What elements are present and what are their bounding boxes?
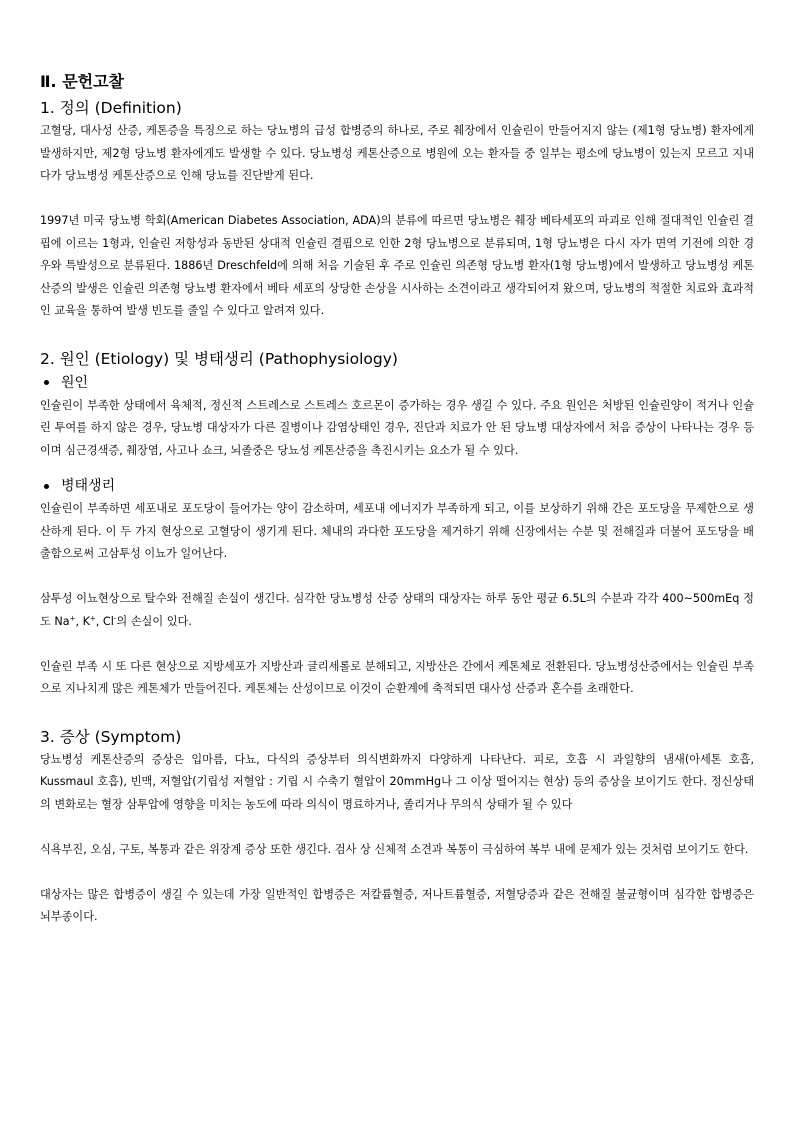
section-title: Ⅱ. 문헌고찰 (40, 72, 125, 91)
symptom-paragraph-3: 대상자는 많은 합병증이 생길 수 있는데 가장 일반적인 합병증은 저칼륨혈증, 저나트륨혈증, 저혈당증과 같은 전해질 불균형이며 심각한 합병증은 뇌부종이다. (40, 887, 754, 923)
document-page (40, 70, 754, 929)
pathophysiology-paragraph-2 (40, 588, 754, 633)
pathophysiology-text-d: 의 손실이 있다. (116, 614, 192, 628)
bullet-dot-icon (44, 484, 49, 489)
pathophysiology-paragraph-1: 인슐린이 부족하면 세포내로 포도당이 들어가는 양이 감소하며, 세포내 에너지가 부족하게 되고, 이를 보상하기 위해 간은 포도당을 무제한으로 생산하게 된다. 이 두 가지 현상으로 고혈당이 생기게 된다. 체내의 과다한 포도당을 제거하기 위해 신장에서는 수분 및 전해질과 더불어 포도당을 배출함으로써 고삼투성 이뇨가 일어난다. (40, 502, 754, 560)
etiology-heading: 2. 원인 (Etiology) 및 병태생리 (Pathophysiology) (40, 349, 398, 368)
sodium-charge: + (69, 613, 76, 622)
symptom-heading: 3. 증상 (Symptom) (40, 727, 182, 746)
chloride-charge: - (113, 613, 117, 622)
cause-paragraph: 인슐린이 부족한 상태에서 육체적, 정신적 스트레스로 스트레스 호르몬이 증가하는 경우 생길 수 있다. 주요 원인은 처방된 인슐린양이 적거나 인슐린 투여를 하지 않은 경우, 당뇨병 대상자가 다른 질병이나 감염상태인 경우, 진단과 치료가 안 된 당뇨병 대상자에서 처음 증상이 나타나는 경우 등이며 심근경색증, 췌장염, 사고나 쇼크, 뇌졸중은 당뇨성 케톤산증을 촉진시키는 요소가 될 수 있다. (40, 398, 754, 457)
symptom-paragraph-2: 식욕부진, 오심, 구토, 복통과 같은 위장계 증상 또한 생긴다. 검사 상 신체적 소견과 복통이 극심하여 복부 내에 문제가 있는 것처럼 보이기도 한다. (40, 842, 749, 856)
cause-label: 원인 (61, 374, 89, 391)
definition-paragraph-2: 1997년 미국 당뇨병 학회(American Diabetes Association, ADA)의 분류에 따르면 당뇨병은 췌장 베타세포의 파괴로 인해 절대적인 인슐린 결핍에 이르는 1형과, 인슐린 저항성과 동반된 상대적 인슐린 결핍으로 인한 2형 당뇨병으로 분류되며, 1형 당뇨병은 다시 자가 면역 기전에 의한 경우와 특발성으로 분류된다. 1886년 Dreschfeld에 의해 처음 기술된 후 주로 인슐린 의존형 당뇨병 환자(1형 당뇨병)에서 발생하고 당뇨병성 케톤산증의 발생은 인슐린 의존형 당뇨병 환자에서 베타 세포의 상당한 손상을 시사하는 소견이라고 생각되어져 왔으며, 당뇨병의 적절한 치료와 효과적인 교육을 통하여 발생 빈도를 줄일 수 있다고 알려져 있다. (40, 214, 754, 317)
pathophysiology-bullet (40, 474, 754, 498)
definition-heading: 1. 정의 (Definition) (40, 99, 182, 117)
bullet-dot-icon (44, 380, 49, 385)
pathophysiology-text-b: , K (75, 614, 90, 628)
potassium-charge: + (89, 613, 96, 622)
pathophysiology-text-c: , Cl (95, 614, 114, 628)
symptom-paragraph-1: 당뇨병성 케톤산증의 증상은 입마름, 다뇨, 다식의 증상부터 의식변화까지 다양하게 나타난다. 피로, 호흡 시 과일향의 냄새(아세톤 호흡, Kussmaul 호흡), 빈맥, 저혈압(기립성 저혈압 : 기립 시 수축기 혈압이 20mmHg나 그 이상 떨어지는 현상) 등의 증상을 보이기도 한다. 정신상태의 변화로는 혈장 삼투압에 영향을 미치는 농도에 따라 의식이 명료하거나, 졸리거나 무의식 상태가 될 수 있다 (40, 752, 754, 811)
pathophysiology-label: 병태생리 (61, 478, 116, 494)
pathophysiology-text-a: 삼투성 이뇨현상으로 탈수와 전해질 손실이 생긴다. 심각한 당뇨병성 산증 상태의 대상자는 하루 동안 평균 6.5L의 수분과 각각 400~500mEq 정도 Na (40, 592, 754, 628)
definition-paragraph-1: 고혈당, 대사성 산증, 케톤증을 특징으로 하는 당뇨병의 급성 합병증의 하나로, 주로 췌장에서 인슐린이 만들어지지 않는 (제1형 당뇨병) 환자에게 발생하지만, 제2형 당뇨병 환자에게도 발생할 수 있다. 당뇨병성 케톤산증으로 병원에 오는 환자들 중 일부는 평소에 당뇨병이 있는지 모르고 지내다가 당뇨병성 케톤산증으로 인해 당뇨를 진단받게 된다. (40, 124, 754, 182)
pathophysiology-paragraph-3: 인슐린 부족 시 또 다른 현상으로 지방세포가 지방산과 글리세롤로 분해되고, 지방산은 간에서 케톤체로 전환된다. 당뇨병성산증에서는 인슐린 부족으로 지나치게 많은 케톤체가 만들어진다. 케톤체는 산성이므로 이것이 순환계에 축적되면 대사성 산증과 혼수를 초래한다. (40, 659, 754, 695)
cause-bullet (40, 371, 754, 395)
